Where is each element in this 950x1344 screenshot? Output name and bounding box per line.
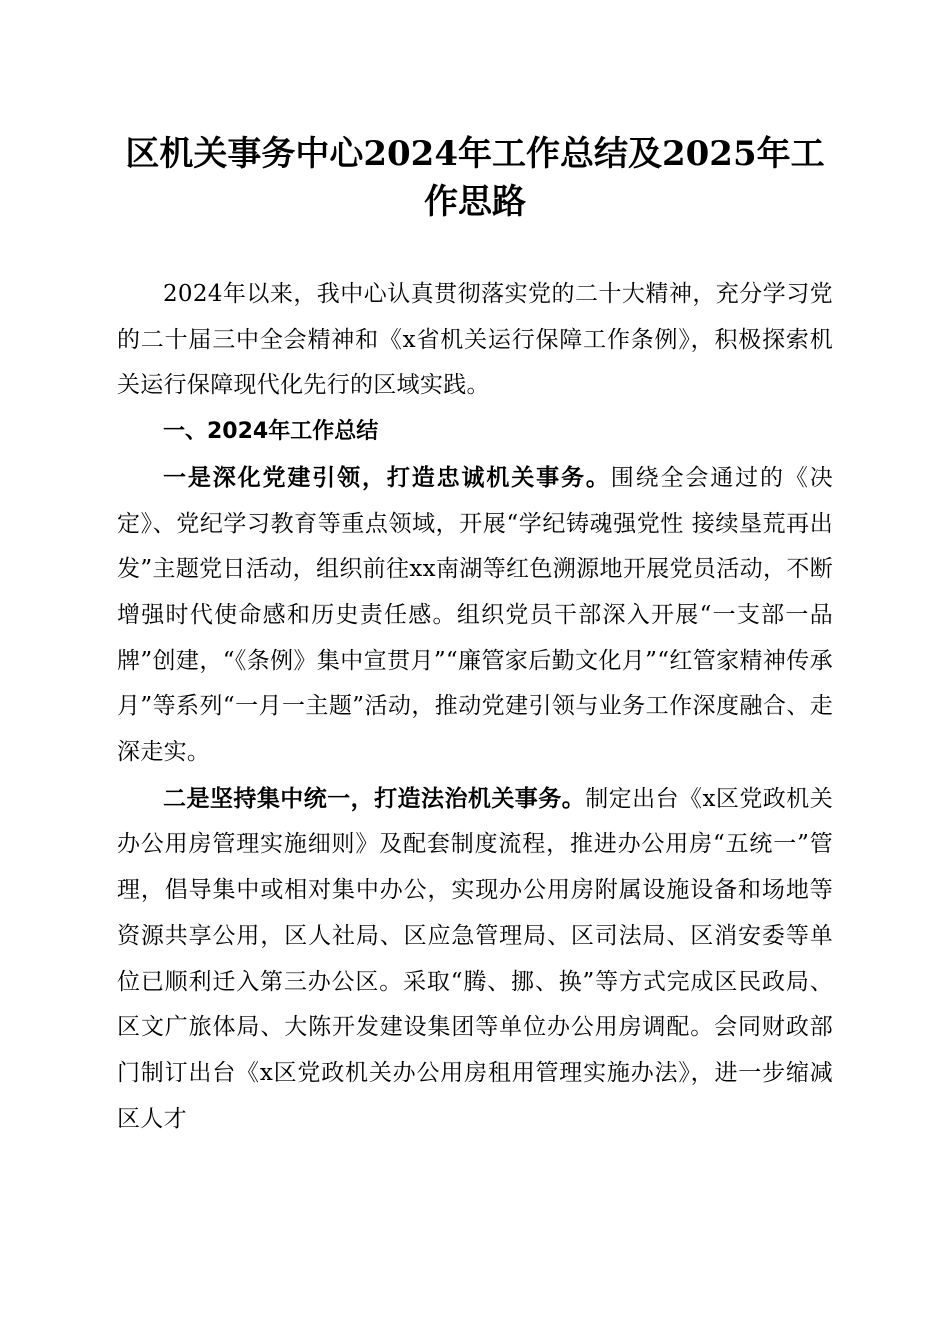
item-1-paragraph	[117, 455, 833, 776]
section-1-heading: 一、2024年工作总结	[163, 419, 379, 445]
document-title-line-1: 区机关事务中心2024年工作总结及2025年工	[125, 134, 825, 174]
item-2-paragraph	[117, 776, 833, 1143]
document-title-line-2: 作思路	[424, 182, 526, 222]
item-2-body: 制定出台《x区党政机关办公用房管理实施细则》及配套制度流程，推进办公用房“五统一”管理，倡导集中或相对集中办公，实现办公用房附属设施设备和场地等资源共享公用，区人社局、区应急管理局、区司法局、区消安委等单位已顺利迁入第三办公区。采取“腾、挪、换”等方式完成区民政局、区文广旅体局、大陈开发建设集团等单位办公用房调配。会同财政部门制订出台《x区党政机关办公用房租用管理实施办法》，进一步缩减区人才	[117, 785, 833, 1132]
item-2-lead: 二是坚持集中统一，打造法治机关事务。	[163, 784, 586, 812]
item-1-body: 围绕全会通过的《决定》、党纪学习教育等重点领域，开展“学纪铸魂强党性 接续垦荒再出发”主题党日活动，组织前往xx南湖等红色溯源地开展党员活动，不断增强时代使命感和历史责任感。组织党员干部深入开展“一支部一品牌”创建，“《条例》集中宣贯月”“廉管家后勤文化月”“红管家精神传承月”等系列“一月一主题”活动，推动党建引领与业务工作深度融合、走深走实。	[117, 464, 834, 766]
document-title	[117, 130, 833, 226]
document-body	[117, 272, 833, 1142]
intro-paragraph: 2024年以来，我中心认真贯彻落实党的二十大精神，充分学习党的二十届三中全会精神和《x省机关运行保障工作条例》，积极探索机关运行保障现代化先行的区域实践。	[117, 281, 833, 399]
document-page	[117, 130, 833, 1142]
item-1-lead: 一是深化党建引领，打造忠诚机关事务。	[163, 463, 611, 491]
